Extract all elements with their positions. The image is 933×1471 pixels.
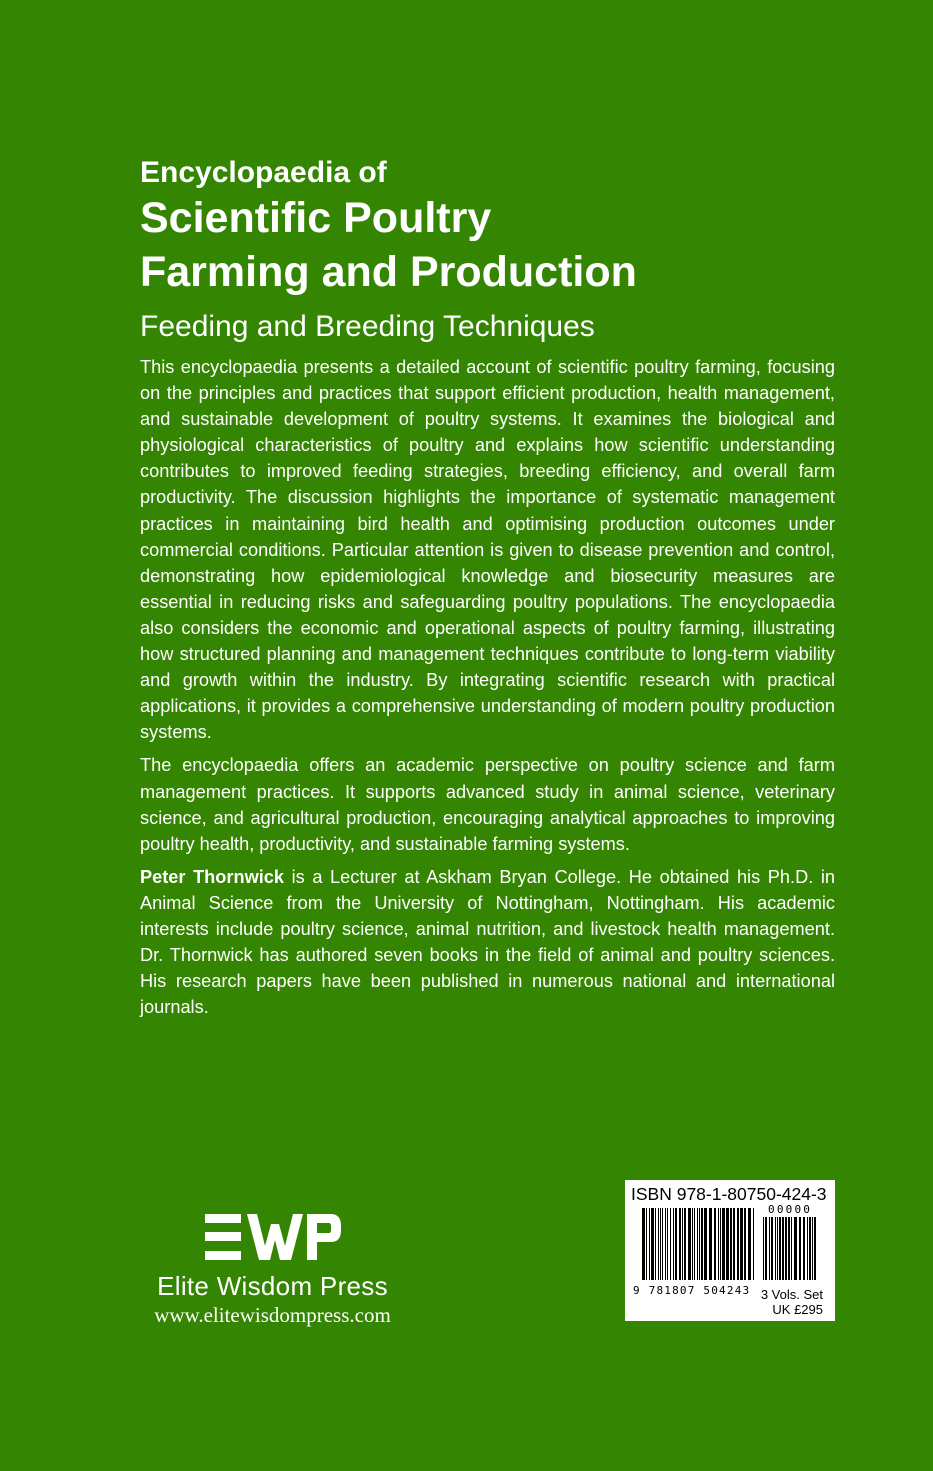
ean-barcode bbox=[642, 1208, 758, 1280]
barcode-bar bbox=[655, 1208, 656, 1280]
ean-digits: 9 781807 504243 bbox=[633, 1284, 751, 1297]
set-info: 3 Vols. Set bbox=[760, 1287, 823, 1302]
barcode-bar bbox=[697, 1208, 698, 1280]
barcode-bar bbox=[807, 1217, 808, 1280]
barcode-bar bbox=[730, 1208, 732, 1280]
barcode-bar bbox=[649, 1208, 650, 1280]
barcode-bar bbox=[660, 1208, 661, 1280]
addon-digits: 00000 bbox=[768, 1203, 813, 1216]
price: UK £295 bbox=[772, 1302, 823, 1317]
barcode-bar bbox=[763, 1217, 764, 1280]
barcode-bar bbox=[694, 1208, 695, 1280]
publisher-logo bbox=[203, 1212, 343, 1262]
barcode-bar bbox=[684, 1208, 686, 1280]
barcode-bar bbox=[704, 1208, 707, 1280]
barcode-bar bbox=[799, 1217, 801, 1280]
barcode-bar bbox=[699, 1208, 700, 1280]
set-price-info bbox=[761, 1287, 823, 1317]
barcode-bar bbox=[785, 1217, 787, 1280]
description-paragraph-2: The encyclopaedia offers an academic perspective on poultry science and farm management practices. It supports advanced study in animal science, veterinary science, and agricultural production, encouraging analytical approaches to improving poultry health, productivity, and sustainable farming systems. bbox=[140, 755, 835, 854]
pre-title: Encyclopaedia of bbox=[140, 156, 387, 189]
barcode-bar bbox=[803, 1217, 805, 1280]
barcode-bar bbox=[788, 1217, 790, 1280]
author-bio bbox=[140, 864, 835, 1021]
isbn-number: ISBN 978-1-80750-424-3 bbox=[631, 1184, 827, 1204]
barcode-bar bbox=[812, 1217, 813, 1280]
barcode-bar bbox=[733, 1208, 735, 1280]
barcode-bar bbox=[675, 1208, 677, 1280]
barcode-bar bbox=[688, 1208, 691, 1280]
barcode-bar bbox=[665, 1208, 666, 1280]
barcode-bar bbox=[709, 1208, 712, 1280]
barcode-bar bbox=[722, 1208, 725, 1280]
barcode-bar bbox=[718, 1208, 719, 1280]
subtitle: Feeding and Breeding Techniques bbox=[140, 310, 595, 343]
barcode-bar bbox=[692, 1208, 693, 1280]
title-block bbox=[140, 155, 840, 347]
publisher-url[interactable]: www.elitewisdompress.com bbox=[154, 1303, 391, 1327]
barcode-bar bbox=[701, 1208, 703, 1280]
barcode-bar bbox=[682, 1208, 683, 1280]
barcode-bar bbox=[769, 1217, 770, 1280]
barcode-bar bbox=[744, 1208, 746, 1280]
barcode-bar bbox=[814, 1217, 816, 1280]
main-title-line-1: Scientific Poultry bbox=[140, 194, 492, 242]
barcode-bar bbox=[642, 1208, 645, 1280]
barcode-bar bbox=[748, 1208, 751, 1280]
barcode-bar bbox=[658, 1208, 659, 1280]
barcode-bar bbox=[771, 1217, 773, 1280]
barcode-bar bbox=[714, 1208, 716, 1280]
author-bio-text: is a Lecturer at Askham Bryan College. He obtained his Ph.D. in Animal Science from the University of Nottingham, Nottingham. His academic interests include poultry science, animal nutrition, and livestock health management. Dr. Thornwick has authored seven books in the field of animal and poultry sciences. His research papers have been published in numerous national and international journals. bbox=[140, 866, 835, 1018]
barcode-bar bbox=[794, 1217, 797, 1280]
barcode-bar bbox=[791, 1217, 792, 1280]
barcode-bar bbox=[765, 1217, 767, 1280]
barcode-bar bbox=[667, 1208, 668, 1280]
barcode-bar bbox=[737, 1208, 739, 1280]
barcode-bar bbox=[775, 1217, 776, 1280]
barcode-bar bbox=[740, 1208, 743, 1280]
description bbox=[140, 354, 835, 1027]
barcode-bar bbox=[809, 1217, 811, 1280]
barcode-bar bbox=[720, 1208, 721, 1280]
barcode-bar bbox=[679, 1208, 681, 1280]
barcode-bar bbox=[779, 1217, 781, 1280]
barcode-bar bbox=[670, 1208, 671, 1280]
main-title-line-2: Farming and Production bbox=[140, 248, 637, 296]
barcode-bar bbox=[726, 1208, 729, 1280]
barcode-bar bbox=[646, 1208, 647, 1280]
barcode-bar bbox=[662, 1208, 663, 1280]
publisher-block bbox=[140, 1212, 405, 1328]
author-name: Peter Thornwick bbox=[140, 866, 285, 887]
publisher-name: Elite Wisdom Press bbox=[157, 1271, 388, 1301]
barcode-bar bbox=[651, 1208, 654, 1280]
barcode-bar bbox=[782, 1217, 784, 1280]
barcode-bar bbox=[777, 1217, 778, 1280]
addon-barcode bbox=[763, 1217, 819, 1280]
barcode-bar bbox=[753, 1208, 754, 1280]
barcode-bar bbox=[673, 1208, 674, 1280]
isbn-barcode-box bbox=[625, 1180, 835, 1321]
description-paragraph-1: This encyclopaedia presents a detailed account of scientific poultry farming, focusing on the principles and practices that support efficient production, health management, and sustainable development of poultry systems. It examines the biological and physiological characteristics of poultry and explains how scientific understanding contributes to improved feeding strategies, breeding efficiency, and overall farm productivity. The discussion highlights the importance of systematic management practices in maintaining bird health and optimising production outcomes under commercial conditions. Particular attention is given to disease prevention and control, demonstrating how epidemiological knowledge and biosecurity measures are essential in reducing risks and safeguarding poultry populations. The encyclopaedia also considers the economic and operational aspects of poultry farming, illustrating how structured planning and management techniques contribute to long-term viability and growth within the industry. By integrating scientific research with practical applications, it provides a comprehensive understanding of modern poultry production systems. bbox=[140, 357, 835, 743]
